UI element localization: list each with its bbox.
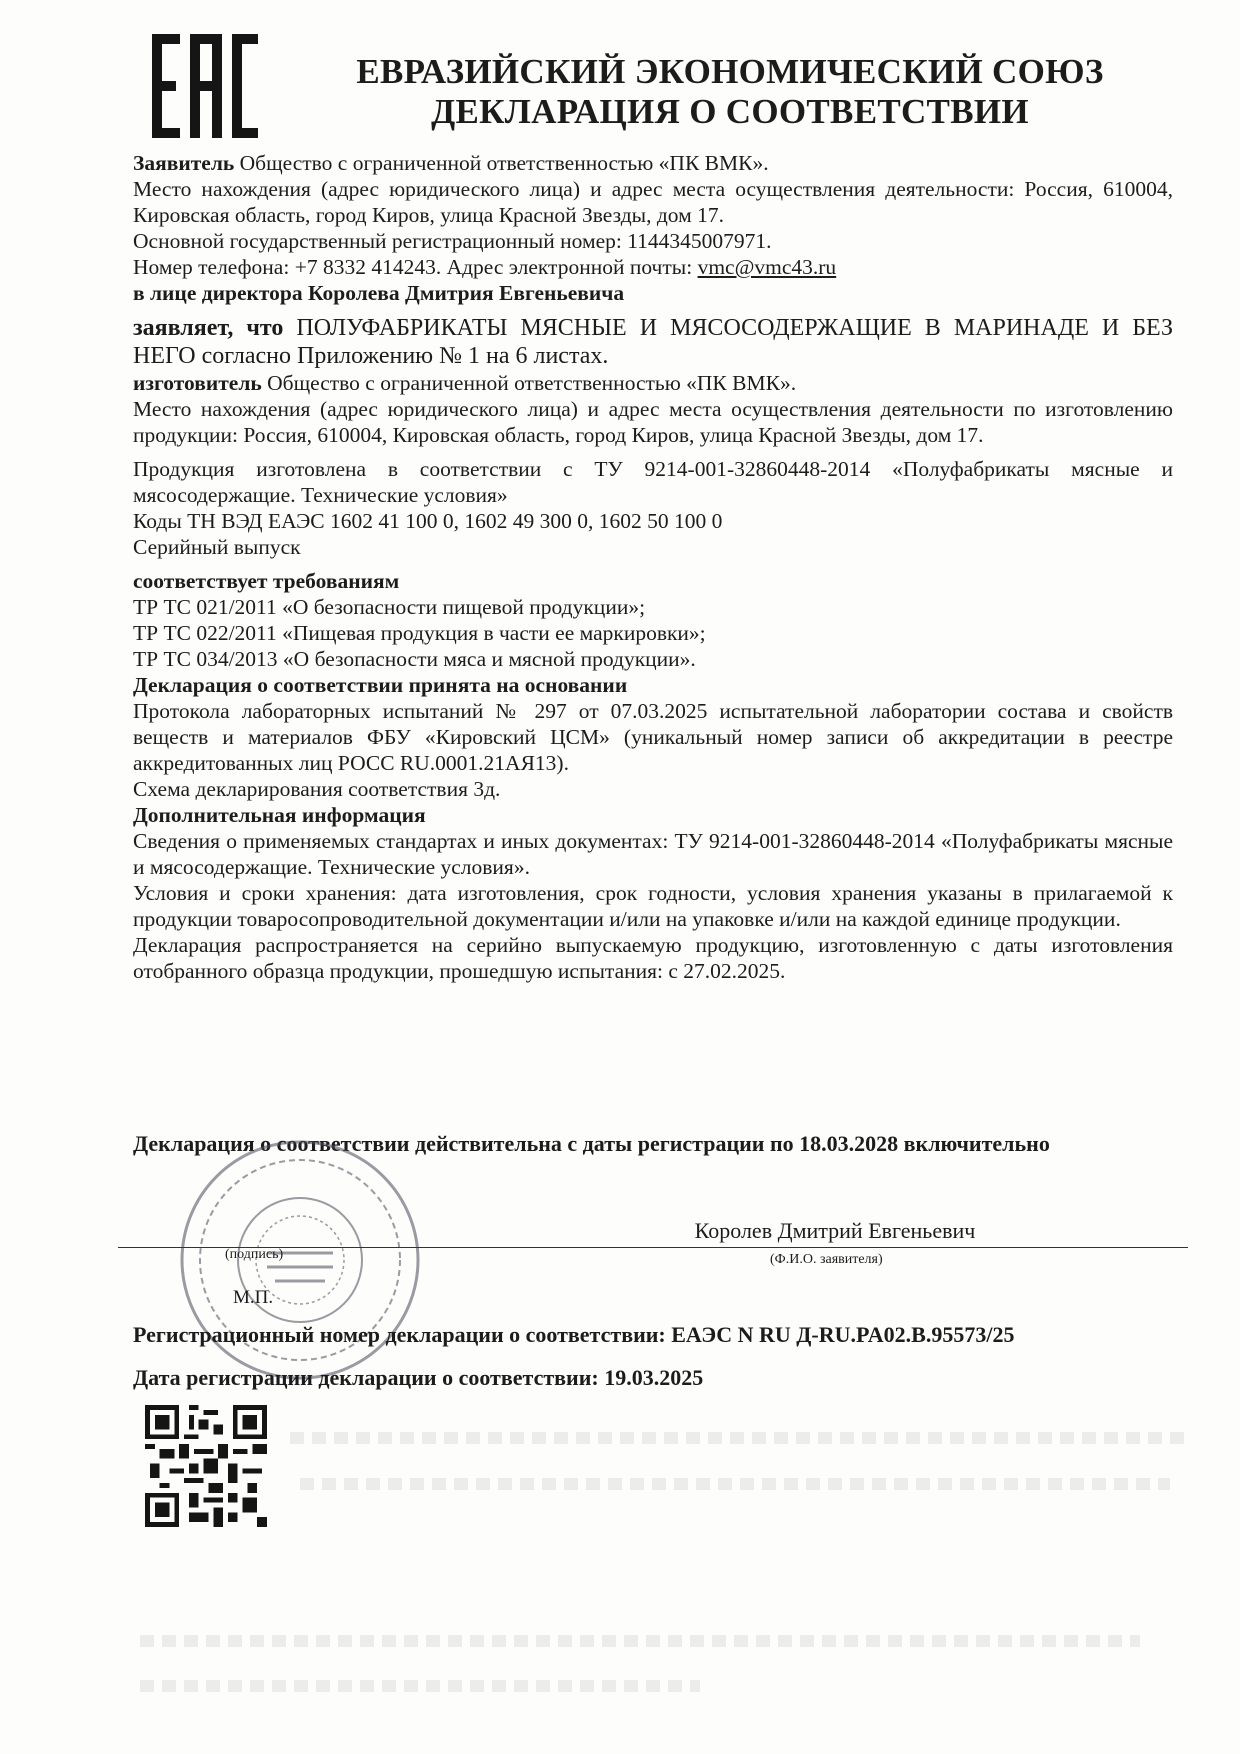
additional-scope: Декларация распространяется на серийно выпускаемую продукцию, изготовленную с даты изготовления отобранного образца продукции, прошедшую испытания: с 27.02.2025. <box>133 933 1173 983</box>
stamp-place-caption: М.П. <box>233 1287 274 1308</box>
registration-date: Дата регистрации декларации о соответствии: 19.03.2025 <box>133 1365 704 1390</box>
faded-reverse-text <box>290 1432 1190 1444</box>
additional-standards: Сведения о применяемых стандартах и иных документах: ТУ 9214-001-32860448-2014 «Полуфабрикаты мясные и мясосодержащие. Технические условия». <box>133 829 1173 879</box>
basis-scheme: Схема декларирования соответствия 3д. <box>133 777 501 801</box>
applicant-line <box>133 150 1173 176</box>
document-header <box>290 52 1170 132</box>
declares-line <box>133 314 1173 370</box>
additional-label: Дополнительная информация <box>133 803 426 827</box>
declaration-title: ДЕКЛАРАЦИЯ О СООТВЕТСТВИИ <box>431 92 1029 131</box>
declared-product: ПОЛУФАБРИКАТЫ МЯСНЫЕ И МЯСОСОДЕРЖАЩИЕ В МАРИНАДЕ И БЕЗ НЕГО согласно Приложению № 1 на 6 листах. <box>133 315 1173 369</box>
applicant-contacts <box>133 254 1173 280</box>
basis-text: Протокола лабораторных испытаний № 297 от 07.03.2025 испытательной лаборатории состава и свойств веществ и материалов ФБУ «Кировский ЦСМ» (уникальный номер записи об аккредитации в реестре аккредитованных лиц РОСС RU.0001.21АЯ13). <box>133 699 1173 775</box>
product-series: Серийный выпуск <box>133 535 301 559</box>
validity-statement: Декларация о соответствии действительна с даты регистрации по 18.03.2028 включительно <box>133 1131 1050 1156</box>
declares-label: заявляет, что <box>133 315 284 341</box>
applicant-name: Общество с ограниченной ответственностью «ПК ВМК». <box>234 151 769 175</box>
manufacturer-address: Место нахождения (адрес юридического лица) и адрес места осуществления деятельности по изготовлению продукции: Россия, 610004, Кировская область, город Киров, улица Красной Звезды, дом 17. <box>133 397 1173 447</box>
requirements-label: соответствует требованиям <box>133 569 400 593</box>
registration-number: Регистрационный номер декларации о соответствии: ЕАЭС N RU Д-RU.PA02.B.95573/25 <box>133 1322 1015 1347</box>
qr-code-icon <box>145 1405 267 1527</box>
faded-reverse-text <box>300 1478 1170 1490</box>
applicant-address: Место нахождения (адрес юридического лица) и адрес места осуществления деятельности: Россия, 610004, Кировская область, город Киров, улица Красной Звезды, дом 17. <box>133 177 1173 227</box>
applicant-label: Заявитель <box>133 151 235 175</box>
union-title: ЕВРАЗИЙСКИЙ ЭКОНОМИЧЕСКИЙ СОЮЗ <box>356 52 1104 91</box>
product-standard: Продукция изготовлена в соответствии с ТУ 9214-001-32860448-2014 «Полуфабрикаты мясные и мясосодержащие. Технические условия» <box>133 457 1173 507</box>
manufacturer-line <box>133 370 1173 396</box>
name-caption: (Ф.И.О. заявителя) <box>770 1252 883 1267</box>
contacts-prefix: Номер телефона: +7 8332 414243. Адрес электронной почты: <box>133 255 698 279</box>
applicant-ogrn: Основной государственный регистрационный номер: 1144345007971. <box>133 229 772 253</box>
signature-caption: (подпись) <box>225 1247 284 1262</box>
requirement-item: ТР ТС 022/2011 «Пищевая продукция в части ее маркировки»; <box>133 621 706 645</box>
basis-label: Декларация о соответствии принята на основании <box>133 673 628 697</box>
additional-storage: Условия и сроки хранения: дата изготовления, срок годности, условия хранения указаны в прилагаемой к продукции товаросопроводительной документации и/или на упаковке и/или на каждой единице продукции. <box>133 881 1173 931</box>
product-codes: Коды ТН ВЭД ЕАЭС 1602 41 100 0, 1602 49 300 0, 1602 50 100 0 <box>133 509 723 533</box>
declaration-body <box>133 150 1173 984</box>
requirement-item: ТР ТС 034/2013 «О безопасности мяса и мясной продукции». <box>133 647 696 671</box>
eac-logo-icon <box>150 30 260 142</box>
manufacturer-name: Общество с ограниченной ответственностью «ПК ВМК». <box>261 371 797 395</box>
requirement-item: ТР ТС 021/2011 «О безопасности пищевой продукции»; <box>133 595 646 619</box>
represented-by: в лице директора Королева Дмитрия Евгеньевича <box>133 281 625 305</box>
manufacturer-label: изготовитель <box>133 371 262 395</box>
faded-reverse-text <box>140 1635 1140 1647</box>
signatory-name: Королев Дмитрий Евгеньевич <box>694 1218 976 1243</box>
email-link[interactable]: vmc@vmc43.ru <box>697 255 837 279</box>
faded-reverse-text <box>140 1680 700 1692</box>
